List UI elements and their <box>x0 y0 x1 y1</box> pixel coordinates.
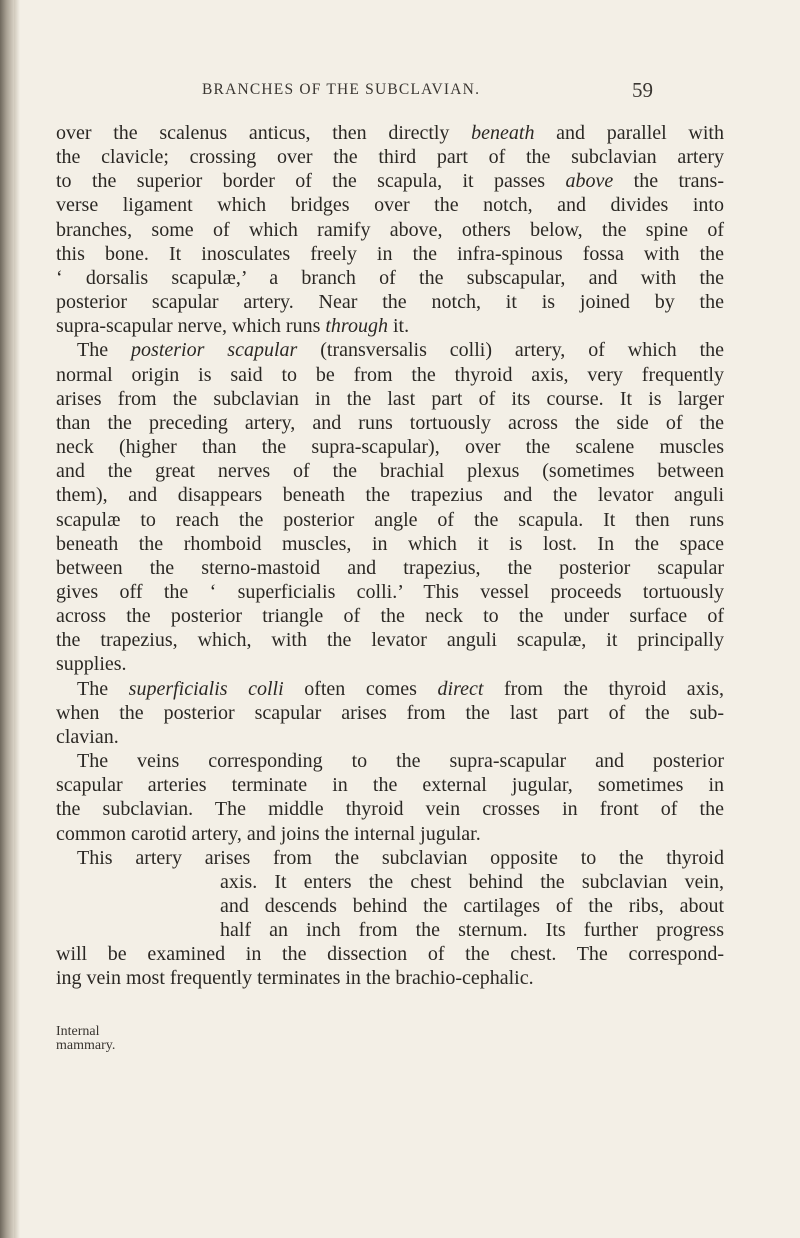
text-line: and descends behind the cartilages of the ribs, about <box>220 895 724 917</box>
text-line: verse ligament which bridges over the notch, and divides into <box>56 194 724 217</box>
text-line: scapular arteries terminate in the external jugular, sometimes in <box>56 774 724 797</box>
text-line: half an inch from the sternum. Its further progress <box>220 919 724 942</box>
text-line: normal origin is said to be from the thyroid axis, very frequently <box>56 363 724 386</box>
text-line: over the scalenus anticus, then directly beneath and parallel with <box>56 122 724 144</box>
running-head: BRANCHES OF THE SUBCLAVIAN. <box>202 81 481 98</box>
text-line: the subclavian. The middle thyroid vein crosses in front of the <box>56 798 724 821</box>
text-line: common carotid artery, and joins the internal jugular. <box>56 822 481 845</box>
text-line: axis. It enters the chest behind the subclavian vein, <box>220 870 724 893</box>
text-line: will be examined in the dissection of the chest. The correspond- <box>56 943 724 966</box>
text-line: The superficialis colli often comes direct from the thyroid axis, <box>77 677 724 700</box>
marginal-note <box>56 1025 115 1053</box>
text-line: this bone. It inosculates freely in the infra-spinous fossa with the <box>56 242 724 265</box>
text-line: and the great nerves of the brachial plexus (sometimes between <box>56 460 724 483</box>
text-line: clavian. <box>56 725 119 748</box>
text-line: The posterior scapular (transversalis colli) artery, of which the <box>77 339 725 362</box>
text-line: This artery arises from the subclavian opposite to the thyroid <box>77 846 724 869</box>
text-line: gives off the ‘ superficialis colli.’ This vessel proceeds tortuously <box>56 580 724 603</box>
marginal-note-line: mammary. <box>56 1038 116 1053</box>
text-line: the trapezius, which, with the levator anguli scapulæ, it principally <box>56 629 724 652</box>
body-text <box>56 121 724 991</box>
page-number: 59 <box>632 78 653 102</box>
text-line: arises from the subclavian in the last part of its course. It is larger <box>56 387 724 410</box>
text-line: scapulæ to reach the posterior angle of the scapula. It then runs <box>56 508 724 531</box>
text-line: ‘ dorsalis scapulæ,’ a branch of the subscapular, and with the <box>56 266 724 289</box>
text-line: between the sterno-mastoid and trapezius, the posterior scapular <box>56 556 724 579</box>
text-line: ing vein most frequently terminates in the brachio-cephalic. <box>56 967 534 990</box>
text-line: supra-scapular nerve, which runs through it. <box>56 315 410 338</box>
text-line: them), and disappears beneath the trapezius and the levator anguli <box>56 484 724 507</box>
text-line: across the posterior triangle of the neck to the under surface of <box>56 605 724 628</box>
marginal-note-line: Internal <box>56 1024 100 1039</box>
text-line: when the posterior scapular arises from the last part of the sub- <box>56 701 724 724</box>
text-line: the clavicle; crossing over the third part of the subclavian artery <box>56 146 724 169</box>
text-line: to the superior border of the scapula, it passes above the trans- <box>56 170 724 193</box>
text-line: posterior scapular artery. Near the notch, it is joined by the <box>56 291 724 314</box>
text-line: supplies. <box>56 653 127 676</box>
text-line: The veins corresponding to the supra-scapular and posterior <box>77 750 724 773</box>
text-line: beneath the rhomboid muscles, in which it is lost. In the space <box>56 532 724 555</box>
text-line: than the preceding artery, and runs tortuously across the side of the <box>56 411 724 434</box>
text-line: branches, some of which ramify above, others below, the spine of <box>56 218 724 241</box>
text-line: neck (higher than the supra-scapular), over the scalene muscles <box>56 436 724 459</box>
